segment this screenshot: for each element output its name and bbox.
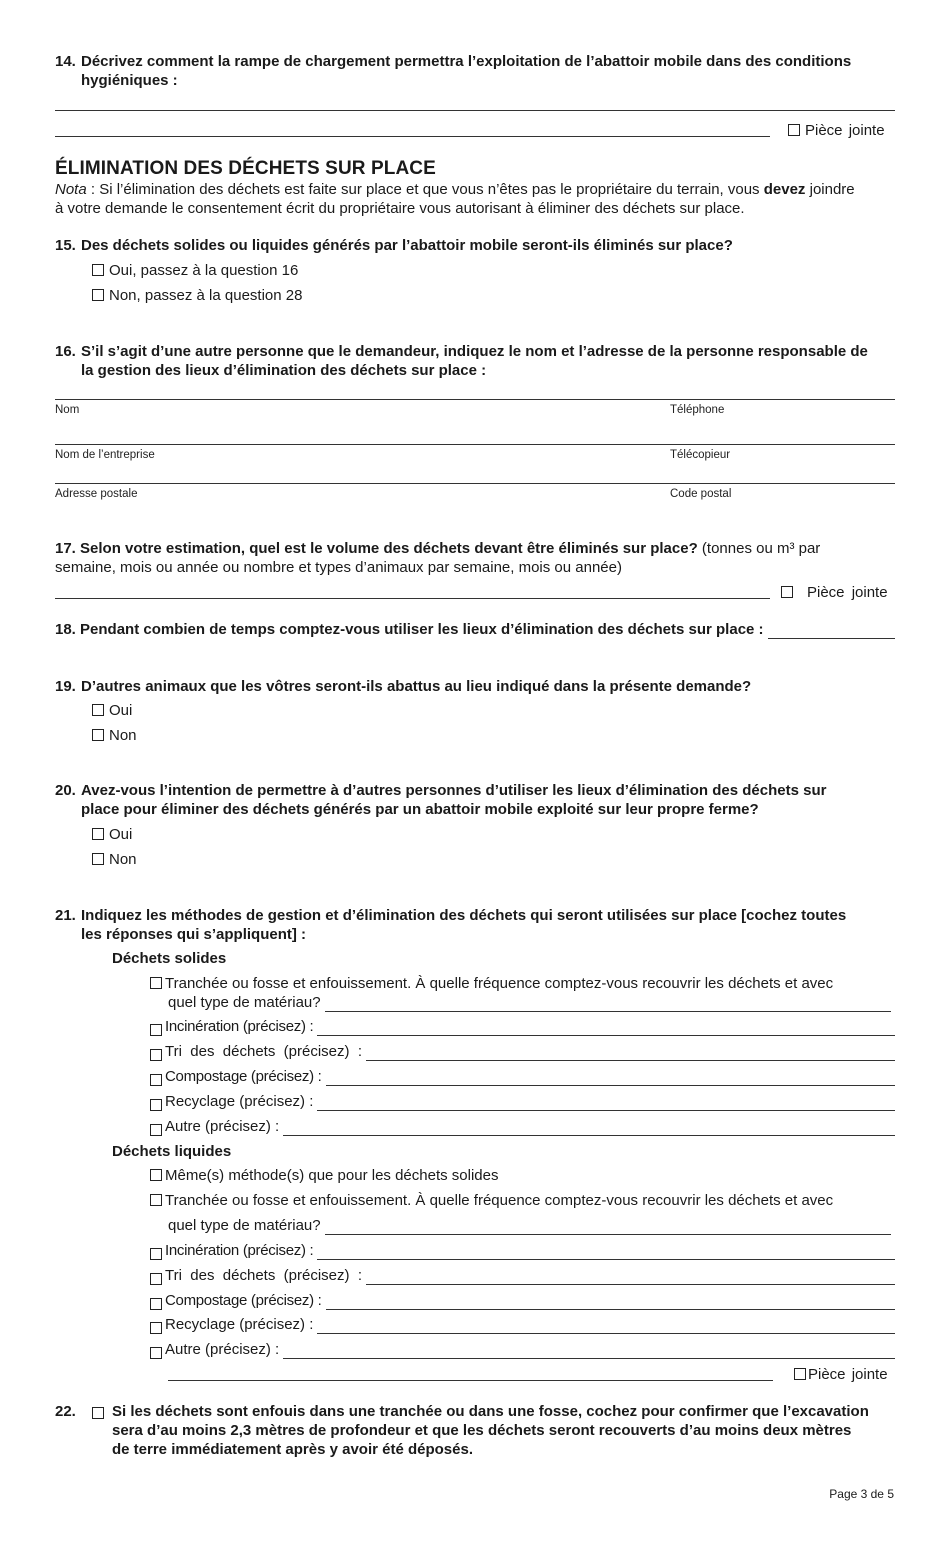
q19-yes-label: Oui [109,702,133,719]
solid-other-answer-line[interactable] [283,1121,895,1136]
q14-answer-line-1[interactable] [55,110,895,111]
liquid-incineration-option [150,1241,895,1260]
liquid-same-option[interactable] [150,1166,499,1185]
q15-no-label: Non, passez à la question 28 [109,287,303,304]
nota-label: Nota [55,181,87,198]
q18-text: Pendant combien de temps comptez-vous utiliser les lieux d’élimination des déchets sur place : [80,621,764,638]
solid-composting-checkbox[interactable] [150,1074,162,1086]
q21-text-2: les réponses qui s’appliquent] : [81,926,307,943]
solid-incineration-label: Incinération (précisez) : [165,1018,314,1035]
solid-recycling-label: Recyclage (précisez) : [165,1093,314,1110]
liquid-other-checkbox[interactable] [150,1347,162,1359]
liquid-trench-material [168,1216,891,1235]
solid-waste-heading: Déchets solides [112,950,227,967]
q17-text-normal: (tonnes ou m³ par [697,540,821,557]
q15-question [55,236,895,255]
q19-question [55,677,895,696]
q20-question [55,781,895,819]
liquid-other-label: Autre (précisez) : [165,1341,280,1358]
solid-incineration-option [150,1017,895,1036]
q20-option-yes[interactable] [92,825,132,844]
liquid-incineration-label: Incinération (précisez) : [165,1242,314,1259]
q21-text: Indiquez les méthodes de gestion et d’élimination des déchets qui seront utilisées sur place [cochez toutes [81,907,847,924]
solid-other-label: Autre (précisez) : [165,1118,280,1135]
liquid-composting-answer-line[interactable] [326,1295,896,1310]
liquid-trench-answer-line[interactable] [325,1220,891,1235]
q16-address-line[interactable] [55,483,895,484]
q16-number: 16. [55,343,76,360]
q20-yes-checkbox[interactable] [92,828,104,840]
liquid-incineration-checkbox[interactable] [150,1248,162,1260]
q14-number: 14. [55,53,76,70]
q15-yes-checkbox[interactable] [92,264,104,276]
q21-attachment-checkbox[interactable] [794,1368,806,1380]
q19-no-label: Non [109,727,137,744]
q22-text: Si les déchets sont enfouis dans une tranchée ou dans une fosse, cochez pour confirmer que l’excavation [112,1403,869,1420]
q14-attachment-checkbox[interactable] [788,124,800,136]
q16-phone-label: Téléphone [670,404,725,416]
q20-number: 20. [55,782,76,799]
liquid-composting-checkbox[interactable] [150,1298,162,1310]
solid-composting-answer-line[interactable] [326,1071,896,1086]
section-title: ÉLIMINATION DES DÉCHETS SUR PLACE [55,158,436,179]
liquid-trench-label-2: quel type de matériau? [168,1217,321,1234]
q21-question [55,906,895,944]
q22-checkbox-wrap [92,1404,109,1423]
liquid-incineration-answer-line[interactable] [317,1245,895,1260]
solid-trench-material [168,993,891,1012]
q21-extra-answer-line[interactable] [168,1380,773,1381]
page-number: Page 3 de 5 [829,1487,894,1501]
q15-text: Des déchets solides ou liquides générés par l’abattoir mobile seront-ils éliminés sur place? [81,237,733,254]
q15-option-yes[interactable] [92,261,298,280]
q16-company-label: Nom de l’entreprise [55,449,155,461]
solid-sorting-checkbox[interactable] [150,1049,162,1061]
q16-text-2: la gestion des lieux d’élimination des déchets sur place : [81,362,487,379]
q22-number: 22. [55,1403,76,1420]
q15-option-no[interactable] [92,286,302,305]
q14-attachment [788,121,885,140]
nota-text-pre: : Si l’élimination des déchets est faite sur place et que vous n’êtes pas le propriétaire du terrain, vous [86,181,764,198]
solid-trench-checkbox[interactable] [150,977,162,989]
q17-attachment-checkbox[interactable] [781,586,793,598]
q16-name-label: Nom [55,404,80,416]
nota-text-post: joindre [805,181,855,198]
q20-text-2: place pour éliminer des déchets générés par un abattoir mobile exploité sur leur propre ferme? [81,801,759,818]
q20-no-checkbox[interactable] [92,853,104,865]
q20-option-no[interactable] [92,850,137,869]
q17-attachment [781,583,888,602]
liquid-recycling-option [150,1315,895,1334]
q20-no-label: Non [109,851,137,868]
q14-attachment-label: Pièce jointe [805,122,885,139]
liquid-recycling-answer-line[interactable] [317,1319,895,1334]
nota-text-bold: devez [763,181,806,198]
q16-fax-label: Télécopieur [670,449,731,461]
q17-text-2: semaine, mois ou année ou nombre et types d’animaux par semaine, mois ou année) [55,559,622,576]
liquid-trench-option[interactable] [150,1191,895,1210]
q17-question [55,539,900,577]
q21-number: 21. [55,907,76,924]
q16-company-line[interactable] [55,444,895,445]
q16-address-label: Adresse postale [55,488,138,500]
q21-attachment-label: Pièce jointe [808,1366,888,1383]
solid-trench-answer-line[interactable] [325,997,891,1012]
q16-question [55,342,895,380]
q17-text: Selon votre estimation, quel est le volume des déchets devant être éliminés sur place? [80,540,698,557]
q19-yes-checkbox[interactable] [92,704,104,716]
nota-text-line2: à votre demande le consentement écrit du propriétaire vous autorisant à éliminer des déchets sur place. [55,200,745,217]
q19-no-checkbox[interactable] [92,729,104,741]
q16-name-line[interactable] [55,399,895,400]
q17-number: 17. [55,540,76,557]
q15-yes-label: Oui, passez à la question 16 [109,262,299,279]
liquid-recycling-label: Recyclage (précisez) : [165,1316,314,1333]
q22-text-block [112,1402,902,1459]
q20-text: Avez-vous l’intention de permettre à d’autres personnes d’utiliser les lieux d’élimination des déchets sur [81,782,827,799]
liquid-same-label: Même(s) méthode(s) que pour les déchets solides [165,1167,499,1184]
solid-recycling-option [150,1092,895,1111]
liquid-other-answer-line[interactable] [283,1344,895,1359]
solid-other-option [150,1117,895,1136]
q19-option-no[interactable] [92,726,137,745]
solid-sorting-label: Tri des déchets (précisez) : [165,1043,363,1060]
solid-trench-label-2: quel type de matériau? [168,994,321,1011]
q20-yes-label: Oui [109,826,133,843]
liquid-sorting-checkbox[interactable] [150,1273,162,1285]
solid-incineration-answer-line[interactable] [317,1021,895,1036]
solid-sorting-answer-line[interactable] [366,1046,895,1061]
liquid-sorting-option [150,1266,895,1285]
q14-text-2: hygiéniques : [81,72,178,89]
q16-text: S’il s’agit d’une autre personne que le demandeur, indiquez le nom et l’adresse de la personne responsable de [81,343,868,360]
q19-option-yes[interactable] [92,701,132,720]
solid-composting-option [150,1067,895,1086]
q22-checkbox[interactable] [92,1407,104,1419]
section-nota [55,180,900,218]
solid-recycling-checkbox[interactable] [150,1099,162,1111]
q14-text: Décrivez comment la rampe de chargement permettra l’exploitation de l’abattoir mobile dans des conditions [81,53,852,70]
q16-postal-label: Code postal [670,488,732,500]
solid-trench-option[interactable] [150,974,895,993]
q18-question [55,620,895,639]
solid-trench-label: Tranchée ou fosse et enfouissement. À quelle fréquence comptez-vous recouvrir les déchets et avec [165,975,834,992]
solid-recycling-answer-line[interactable] [317,1096,895,1111]
liquid-waste-heading: Déchets liquides [112,1143,232,1160]
liquid-composting-option [150,1291,895,1310]
q18-number: 18. [55,621,76,638]
liquid-sorting-answer-line[interactable] [366,1270,895,1285]
q14-question [55,52,895,90]
q18-answer-line[interactable] [768,624,895,639]
q19-number: 19. [55,678,76,695]
q21-attachment [794,1365,888,1384]
liquid-composting-label: Compostage (précisez) : [165,1292,322,1309]
q17-attachment-label: Pièce jointe [807,584,888,601]
liquid-sorting-label: Tri des déchets (précisez) : [165,1267,363,1284]
q22-text-2: sera d’au moins 2,3 mètres de profondeur et que les déchets seront recouverts d’au moins deux mètres [112,1422,852,1439]
solid-sorting-option [150,1042,895,1061]
liquid-same-checkbox[interactable] [150,1169,162,1181]
q19-text: D’autres animaux que les vôtres seront-ils abattus au lieu indiqué dans la présente demande? [81,678,752,695]
q22-text-3: de terre immédiatement après y avoir été déposés. [112,1441,473,1458]
solid-incineration-checkbox[interactable] [150,1024,162,1036]
q14-answer-line-2[interactable] [55,136,770,137]
q15-no-checkbox[interactable] [92,289,104,301]
q15-number: 15. [55,237,76,254]
liquid-other-option [150,1340,895,1359]
q17-answer-line[interactable] [55,598,770,599]
solid-other-checkbox[interactable] [150,1124,162,1136]
liquid-recycling-checkbox[interactable] [150,1322,162,1334]
solid-composting-label: Compostage (précisez) : [165,1068,322,1085]
liquid-trench-checkbox[interactable] [150,1194,162,1206]
liquid-trench-label: Tranchée ou fosse et enfouissement. À quelle fréquence comptez-vous recouvrir les déchets et avec [165,1192,834,1209]
